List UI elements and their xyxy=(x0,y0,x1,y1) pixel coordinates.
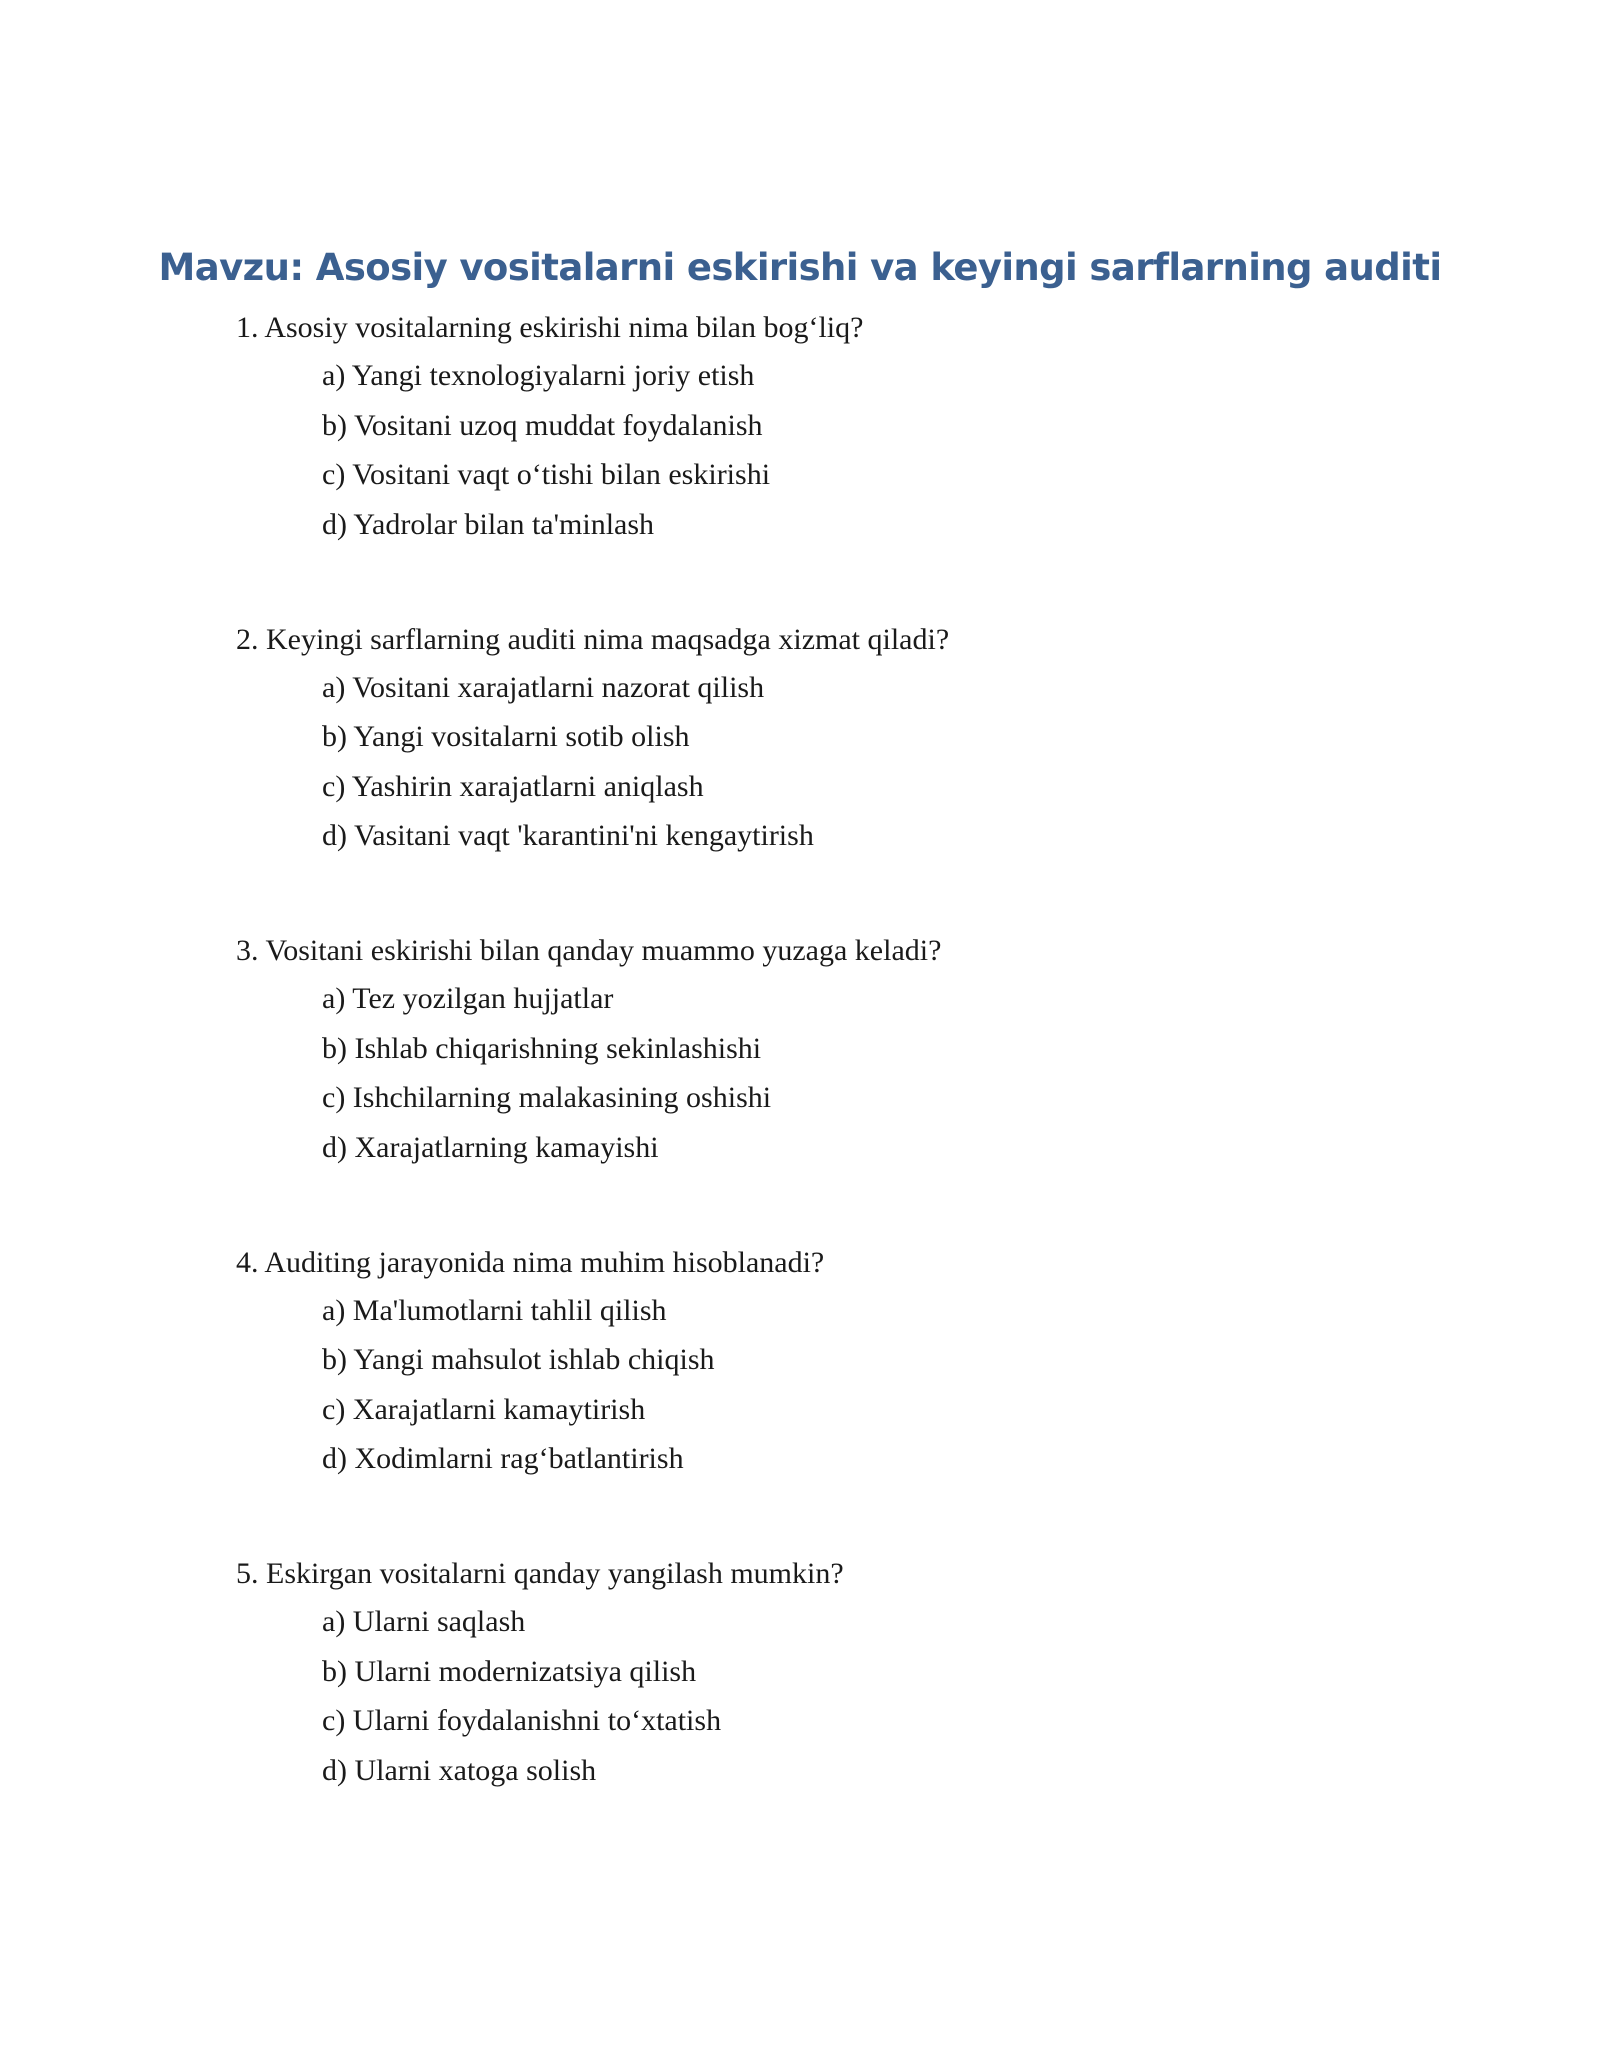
answer-options xyxy=(236,356,1436,545)
answer-option-c: c) Ularni foydalanishni to‘xtatish xyxy=(322,1704,722,1737)
question-text: 2. Keyingi sarflarning auditi nima maqsadga xizmat qiladi? xyxy=(236,622,950,656)
answer-option-b: b) Vositani uzoq muddat foydalanish xyxy=(322,408,763,442)
question-2 xyxy=(236,620,1436,857)
answer-option-d: d) Vasitani vaqt 'karantini'ni kengaytirish xyxy=(322,819,814,852)
answer-options xyxy=(236,979,1436,1168)
answer-options xyxy=(236,1602,1436,1791)
answer-option-a: a) Ularni saqlash xyxy=(322,1605,526,1638)
document-title: Mavzu: Asosiy vositalarni eskirishi va keyingi sarflarning auditi xyxy=(158,246,1442,289)
answer-option-c: c) Ishchilarning malakasining oshishi xyxy=(322,1081,772,1114)
answer-options xyxy=(236,1291,1436,1480)
question-list xyxy=(236,308,1436,1866)
answer-options xyxy=(236,668,1436,857)
answer-option-a: a) Tez yozilgan hujjatlar xyxy=(322,982,614,1015)
answer-option-d: d) Xodimlarni rag‘batlantirish xyxy=(322,1442,684,1475)
answer-option-b: b) Ishlab chiqarishning sekinlashishi xyxy=(322,1031,762,1065)
answer-option-d: d) Xarajatlarning kamayishi xyxy=(322,1130,659,1164)
question-text: 4. Auditing jarayonida nima muhim hisoblanadi? xyxy=(236,1245,825,1279)
answer-option-c: c) Yashirin xarajatlarni aniqlash xyxy=(322,769,704,803)
question-3 xyxy=(236,931,1436,1168)
answer-option-c: c) Xarajatlarni kamaytirish xyxy=(322,1392,646,1426)
question-1 xyxy=(236,308,1436,545)
answer-option-b: b) Yangi vositalarni sotib olish xyxy=(322,720,690,753)
answer-option-a: a) Ma'lumotlarni tahlil qilish xyxy=(322,1293,667,1327)
question-4 xyxy=(236,1243,1436,1480)
answer-option-c: c) Vositani vaqt o‘tishi bilan eskirishi xyxy=(322,458,771,491)
answer-option-b: b) Yangi mahsulot ishlab chiqish xyxy=(322,1343,715,1376)
question-text: 3. Vositani eskirishi bilan qanday muammo yuzaga keladi? xyxy=(236,934,942,967)
answer-option-d: d) Yadrolar bilan ta'minlash xyxy=(322,507,655,541)
answer-option-b: b) Ularni modernizatsiya qilish xyxy=(322,1654,697,1688)
question-text: 1. Asosiy vositalarning eskirishi nima bilan bog‘liq? xyxy=(236,311,864,344)
answer-option-a: a) Yangi texnologiyalarni joriy etish xyxy=(322,359,755,392)
answer-option-d: d) Ularni xatoga solish xyxy=(322,1753,597,1787)
question-5 xyxy=(236,1554,1436,1791)
question-text: 5. Eskirgan vositalarni qanday yangilash mumkin? xyxy=(236,1557,844,1590)
answer-option-a: a) Vositani xarajatlarni nazorat qilish xyxy=(322,670,765,704)
